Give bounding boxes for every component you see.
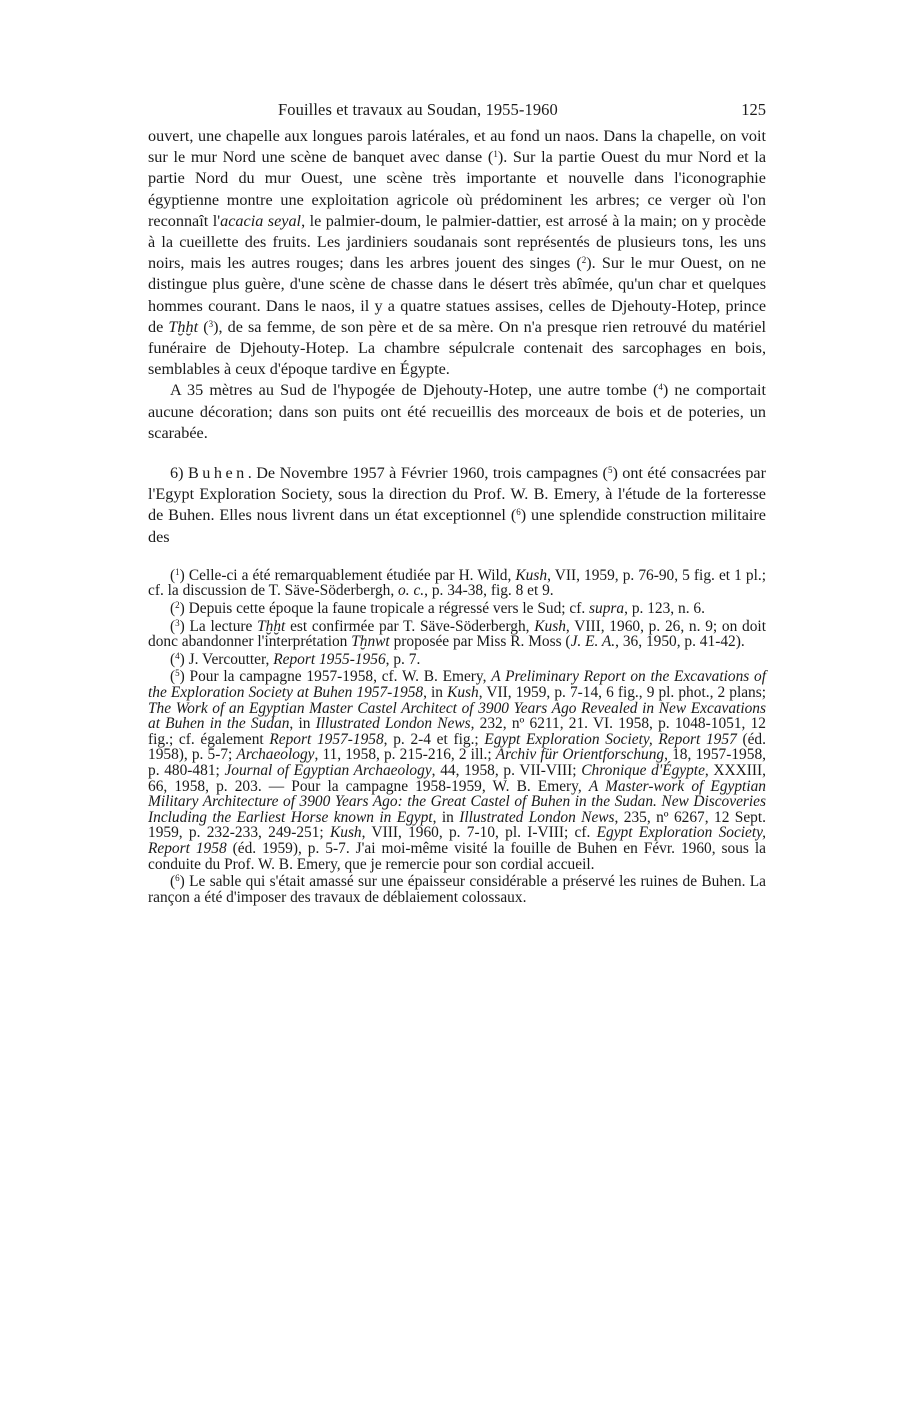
text-run: , 235, nº 6267, 12 Sept. 1959, p. 232-233, 249-251; — [148, 808, 767, 842]
text-run: , 18, 1957-1958, p. 480-481; — [148, 746, 766, 779]
text-run: ont été consacrées par l'Egypt Exploration Society, sous la direction du Prof. W. B. Emery, à l'étude de la forteresse de Buhen. Elles nous livrent dans un état exceptionnel — [148, 464, 766, 525]
footnote-ref-open: ( — [170, 617, 176, 635]
footnote-ref-close: ) — [662, 381, 669, 400]
footnote-ref-close: ) — [612, 464, 618, 483]
italic-text: A Master-work of Egyptian Military Architecture of 3900 Years Ago: the Great Castel of Buhen in the Sudan. New Discoveries Including the Earliest Horse known in Egypt — [148, 777, 766, 826]
footnote-ref-number: 1 — [493, 149, 498, 160]
italic-text: Tḫḫt — [257, 617, 286, 635]
italic-text: Kush — [515, 566, 548, 584]
text-run: J. Vercoutter, — [184, 650, 274, 668]
footnote-ref-open: ( — [510, 506, 517, 525]
text-run: proposée par Miss R. Moss ( — [389, 633, 571, 651]
italic-text: Archaeology — [236, 746, 315, 764]
text-run: , p. 7. — [385, 650, 421, 668]
text-run: une splendide construction militaire des — [148, 506, 766, 546]
footnote-ref-close: ) — [586, 254, 592, 273]
footnote-ref-open: ( — [487, 148, 494, 167]
italic-text: o. c. — [398, 582, 425, 600]
footnote-ref — [203, 318, 218, 336]
footnote-ref — [170, 668, 185, 685]
text-run: . Sur le mur Ouest, on ne distingue plus guère, d'une scène de chasse dans le désert très abîmée, qu'un char et quelques hommes courant. Dans le naos, il y a quatre statues assises, celles de Djehouty-Hotep, prince de — [148, 254, 766, 336]
footnote-ref-number: 6 — [516, 507, 521, 518]
italic-text: Report 1957-1958 — [269, 730, 384, 748]
text-run: , p. 34-38, fig. 8 et 9. — [424, 582, 554, 600]
text-run: , de sa femme, de son père et de sa mère. On n'a presque rien retrouvé du matériel funéraire de Djehouty-Hotep. La chambre sépulcrale contenait des sarcophages en bois, semblables à ceux d'époque tardive en Égypte. — [148, 317, 766, 379]
text-run: , VII, 1959, p. 76-90, 5 fig. et 1 pl.; cf. la discussion de T. Säve-Söderbergh, — [148, 566, 766, 600]
footnote-ref — [170, 600, 185, 617]
footnote-ref-close: ) — [179, 668, 185, 686]
footnote-ref-open: ( — [170, 566, 176, 584]
footnote-ref-close: ) — [520, 506, 527, 525]
footnote-ref — [603, 464, 618, 482]
footnote-2 — [148, 601, 766, 617]
italic-text: Egypt Exploration Society, Report 1957 — [484, 730, 737, 748]
footnote-ref — [170, 651, 185, 668]
italic-text: A Preliminary Report on the Excavations of the Exploration Society at Buhen 1957-1958 — [148, 668, 766, 702]
italic-text: J. E. A. — [570, 633, 616, 651]
italic-text: Kush — [329, 824, 362, 842]
text-run: . Sur la partie Ouest du mur Nord et la partie Nord du mur Ouest, une scène très importante et nouvelle dans l'iconographie égyptienne montre une exploitation agricole où prédominent les arbres; ce verger où l'on reconnaît l' — [148, 148, 767, 230]
italic-text: Report 1955-1956 — [273, 650, 386, 668]
text-run: A 35 mètres au Sud de l'hypogée de Djehouty-Hotep, une autre tombe — [170, 381, 653, 400]
footnote-ref-number: 6 — [175, 873, 180, 884]
footnote-3 — [148, 619, 766, 650]
footnote-ref — [170, 618, 185, 635]
section-buhen — [148, 463, 766, 548]
text-run: (éd. 1958), p. 5-7; — [148, 730, 766, 764]
text-run: , XXXIII, 66, 1958, p. 203. — Pour la campagne 1958-1959, W. B. Emery, — [148, 761, 766, 795]
text-run: Celle-ci a été remarquablement étudiée par H. Wild, — [184, 566, 516, 584]
footnote-5 — [148, 669, 766, 872]
page — [148, 100, 766, 907]
italic-text: The Work of an Egyptian Master Castel Architect of 3900 Years Ago Revealed in New Excavations at Buhen in the Sudan — [148, 699, 766, 733]
text-run: Depuis cette époque la faune tropicale a régressé vers le Sud; cf. — [184, 600, 590, 618]
footnote-ref — [488, 148, 503, 166]
footnote-ref-number: 2 — [175, 600, 180, 611]
footnote-ref — [576, 254, 591, 272]
footnote-ref-number: 1 — [175, 566, 180, 577]
footnote-ref-close: ) — [179, 650, 185, 668]
text-run: , VII, 1959, p. 7-14, 6 fig., 9 pl. phot., 2 plans; — [478, 684, 767, 702]
footnote-ref-close: ) — [179, 600, 185, 618]
running-title: Fouilles et travaux au Soudan, 1955-1960 — [278, 100, 558, 119]
text-run: , 36, 1950, p. 41-42). — [615, 633, 745, 651]
page-number: 125 — [741, 100, 766, 119]
spaced-heading: Buhen — [187, 464, 248, 483]
italic-text: Kush — [447, 684, 479, 702]
text-run: est confirmée par T. Säve-Söderbergh, — [285, 617, 535, 635]
text-run: . De Novembre 1957 à Février 1960, trois campagnes — [247, 464, 603, 483]
footnote-ref-number: 3 — [208, 318, 214, 329]
footnote-ref-close: ) — [179, 873, 185, 891]
text-run: , 11, 1958, p. 215-216, 2 ill.; — [314, 746, 496, 764]
italic-text: supra — [589, 600, 625, 618]
text-run: 6) — [170, 464, 188, 483]
italic-text: Illustrated London News — [459, 808, 615, 826]
text-run: , in — [289, 715, 316, 733]
footnote-ref-close: ) — [179, 566, 185, 584]
running-header — [148, 100, 766, 126]
footnotes — [148, 568, 766, 905]
footnote-ref — [653, 381, 668, 399]
text-run: , p. 2-4 et fig.; — [383, 730, 485, 748]
footnote-ref-number: 5 — [607, 465, 613, 476]
footnote-1 — [148, 568, 766, 599]
text-run: (éd. 1959), p. 5-7. J'ai moi-même visité la fouille de Buhen en Févr. 1960, sous la conduite du Prof. W. B. Emery, que je remercie pour son cordial accueil. — [148, 839, 766, 873]
text-run: , 44, 1958, p. VII-VIII; — [431, 761, 582, 779]
text-run: ne comportait aucune décoration; dans son puits ont été recueillis des morceaux de bois et de poteries, un scarabée. — [148, 381, 766, 442]
italic-text: Tḫḫt — [168, 317, 199, 336]
footnote-ref-number: 4 — [658, 382, 663, 393]
footnote-ref — [170, 873, 185, 890]
italic-text: Journal of Egyptian Archaeology — [224, 761, 432, 779]
text-run: , le palmier-doum, le palmier-dattier, est arrosé à la main; on y procède à la cueillette des fruits. Les jardiniers soudanais sont représentés de plusieurs tons, les uns noirs, mais les autres rouges; dans les arbres jouent des singes — [148, 211, 766, 273]
italic-text: Archiv für Orientforschung — [495, 746, 665, 764]
text-run: Le sable qui s'était amassé sur une épaisseur considérable a préservé les ruines de Buhen. La rançon a été d'imposer des travaux de déblaiement colossaux. — [148, 873, 766, 906]
footnote-ref-open: ( — [652, 381, 659, 400]
italic-text: Chronique d'Égypte — [581, 761, 705, 779]
footnote-ref-number: 2 — [581, 255, 587, 266]
text-run: ouvert, une chapelle aux longues parois latérales, et au fond un naos. Dans la chapelle, on voit sur le mur Nord une scène de banquet avec danse — [148, 127, 766, 167]
italic-text: Tḫnwt — [351, 633, 390, 651]
text-run: , in — [423, 684, 448, 702]
text-run: , p. 123, n. 6. — [624, 600, 705, 618]
footnote-ref-open: ( — [203, 317, 209, 336]
footnote-ref-open: ( — [170, 668, 176, 686]
footnote-ref-close: ) — [497, 148, 504, 167]
footnote-ref-open: ( — [170, 650, 176, 668]
text-run: Pour la campagne 1957-1958, cf. W. B. Emery, — [184, 668, 492, 686]
footnote-ref-number: 3 — [175, 617, 180, 628]
footnote-ref-close: ) — [179, 617, 185, 635]
footnote-6 — [148, 874, 766, 905]
text-run: La lecture — [184, 617, 258, 635]
footnote-ref — [170, 567, 185, 584]
text-run: , in — [432, 808, 460, 826]
footnote-ref-number: 4 — [175, 650, 180, 661]
italic-text: Kush — [534, 617, 566, 635]
footnote-ref-open: ( — [602, 464, 608, 483]
text-run: , 232, nº 6211, 21. VI. 1958, p. 1048-1051, 12 fig.; cf. également — [148, 715, 766, 748]
paragraph — [148, 126, 766, 380]
footnote-ref-number: 5 — [175, 668, 180, 679]
footnote-ref-open: ( — [576, 254, 582, 273]
text-run: , VIII, 1960, p. 7-10, pl. I-VIII; cf. — [361, 824, 597, 842]
footnote-ref-close: ) — [213, 317, 219, 336]
footnote-ref — [511, 506, 526, 524]
italic-text: Egypt Exploration Society, Report 1958 — [148, 824, 766, 857]
footnote-ref-open: ( — [170, 873, 176, 891]
italic-text: Illustrated London News — [315, 715, 471, 733]
paragraph — [148, 380, 766, 444]
italic-text: acacia seyal — [220, 211, 302, 230]
body-text — [148, 126, 766, 548]
footnote-4 — [148, 652, 766, 668]
footnote-ref-open: ( — [170, 600, 176, 618]
text-run: , VIII, 1960, p. 26, n. 9; on doit donc abandonner l'interprétation — [148, 617, 766, 651]
